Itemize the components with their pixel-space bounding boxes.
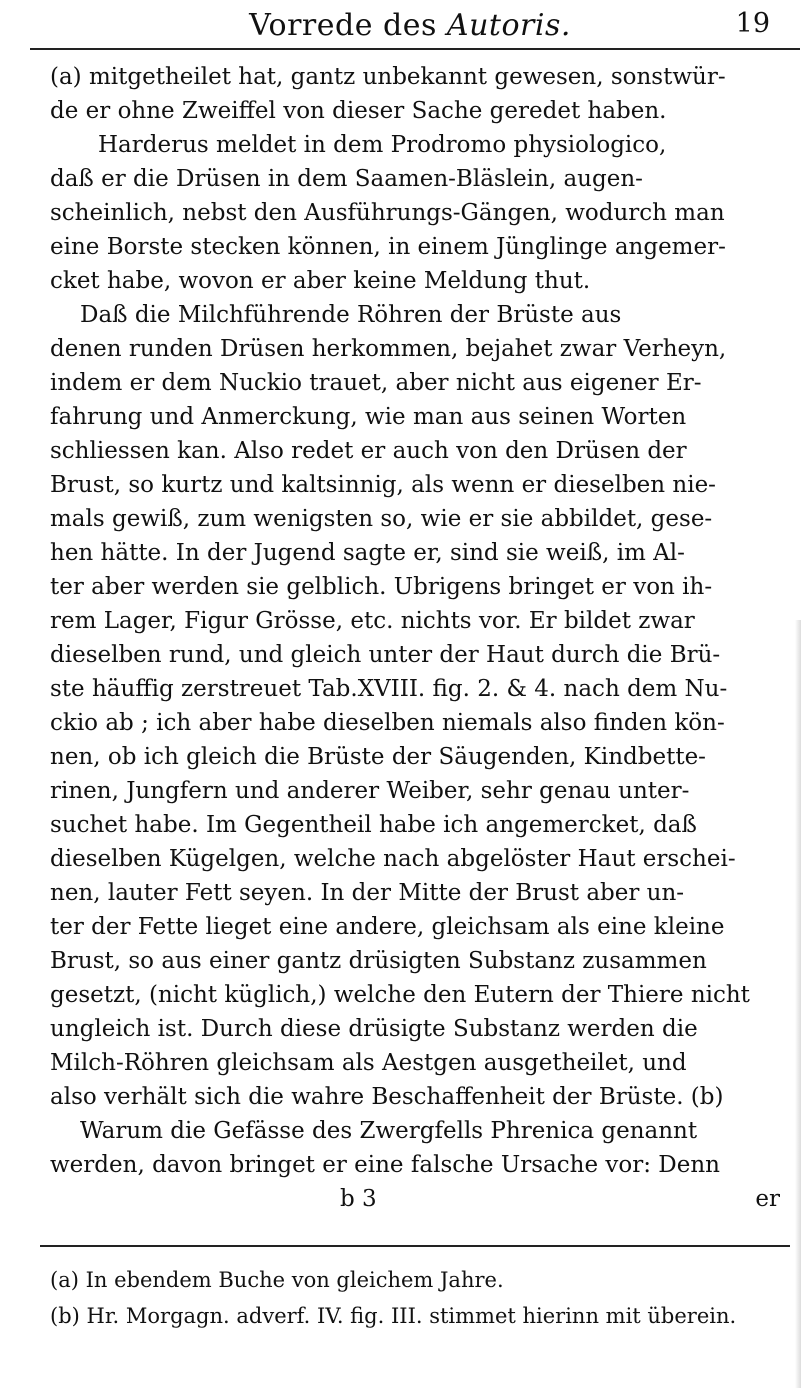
text-line: daß er die Drüsen in dem Saamen-Bläslein, augen- xyxy=(50,166,643,192)
running-head-text: Vorrede des xyxy=(249,8,437,43)
text-line: fahrung und Anmerckung, wie man aus seinen Worten xyxy=(50,404,687,430)
text-line: rem Lager, Figur Grösse, etc. nichts vor. Er bildet zwar xyxy=(50,608,695,634)
text-line: indem er dem Nuckio trauet, aber nicht aus eigener Er- xyxy=(50,370,702,396)
catchword: er xyxy=(755,1186,780,1212)
text-line: Brust, so kurtz und kaltsinnig, als wenn er dieselben nie- xyxy=(50,472,716,498)
text-line: gesetzt, (nicht küglich,) welche den Eutern der Thiere nicht xyxy=(50,982,750,1008)
text-line: de er ohne Zweiffel von dieser Sache geredet haben. xyxy=(50,98,667,124)
page-edge-shadow xyxy=(795,620,801,1388)
text-line: nen, ob ich gleich die Brüste der Säugenden, Kindbette- xyxy=(50,744,706,770)
text-line: (a) mitgetheilet hat, gantz unbekannt gewesen, sonstwür- xyxy=(50,64,726,90)
text-line: ckio ab ; ich aber habe dieselben niemals also finden kön- xyxy=(50,710,725,736)
text-line: mals gewiß, zum wenigsten so, wie er sie abbildet, gese- xyxy=(50,506,713,532)
text-line: Daß die Milchführende Röhren der Brüste aus xyxy=(80,302,622,328)
page-number: 19 xyxy=(735,8,770,39)
text-line: rinen, Jungfern und anderer Weiber, sehr genau unter- xyxy=(50,778,690,804)
footnote-a: (a) In ebendem Buche von gleichem Jahre. xyxy=(50,1268,504,1292)
header-rule xyxy=(30,48,800,50)
text-line: ter der Fette lieget eine andere, gleichsam als eine kleine xyxy=(50,914,725,940)
text-line: also verhält sich die wahre Beschaffenheit der Brüste. (b) xyxy=(50,1084,724,1110)
text-line: hen hätte. In der Jugend sagte er, sind sie weiß, im Al- xyxy=(50,540,685,566)
text-line: ter aber werden sie gelblich. Ubrigens bringet er von ih- xyxy=(50,574,713,600)
body-text xyxy=(50,60,785,1216)
text-line: Milch-Röhren gleichsam als Aestgen ausgetheilet, und xyxy=(50,1050,687,1076)
running-head-latin: Autoris. xyxy=(446,8,571,43)
footnotes xyxy=(50,1262,790,1334)
text-line: dieselben rund, und gleich unter der Haut durch die Brü- xyxy=(50,642,721,668)
text-line: suchet habe. Im Gegentheil habe ich angemercket, daß xyxy=(50,812,697,838)
text-line: ste häuffig zerstreuet Tab.XVIII. fig. 2. & 4. nach dem Nu- xyxy=(50,676,728,702)
text-line: dieselben Kügelgen, welche nach abgelöster Haut erschei- xyxy=(50,846,736,872)
text-line: Warum die Gefässe des Zwergfells Phrenica genannt xyxy=(80,1118,698,1144)
text-line: werden, davon bringet er eine falsche Ursache vor: Denn xyxy=(50,1152,720,1178)
text-line: cket habe, wovon er aber keine Meldung thut. xyxy=(50,268,591,294)
signature-mark: b 3 xyxy=(340,1186,377,1212)
text-line: nen, lauter Fett seyen. In der Mitte der Brust aber un- xyxy=(50,880,685,906)
text-line: schliessen kan. Also redet er auch von den Drüsen der xyxy=(50,438,687,464)
running-head xyxy=(40,8,780,43)
signature-line xyxy=(50,1182,785,1216)
text-line: Brust, so aus einer gantz drüsigten Substanz zusammen xyxy=(50,948,707,974)
text-line: ungleich ist. Durch diese drüsigte Substanz werden die xyxy=(50,1016,698,1042)
footnote-rule xyxy=(40,1245,790,1247)
text-line: denen runden Drüsen herkommen, bejahet zwar Verheyn, xyxy=(50,336,727,362)
text-line: Harderus meldet in dem Prodromo physiologico, xyxy=(98,132,667,158)
footnote-b: (b) Hr. Morgagn. adverf. IV. fig. III. stimmet hierinn mit überein. xyxy=(50,1304,737,1328)
page-header xyxy=(40,8,800,42)
text-line: scheinlich, nebst den Ausführungs-Gängen, wodurch man xyxy=(50,200,725,226)
text-line: eine Borste stecken können, in einem Jünglinge angemer- xyxy=(50,234,726,260)
